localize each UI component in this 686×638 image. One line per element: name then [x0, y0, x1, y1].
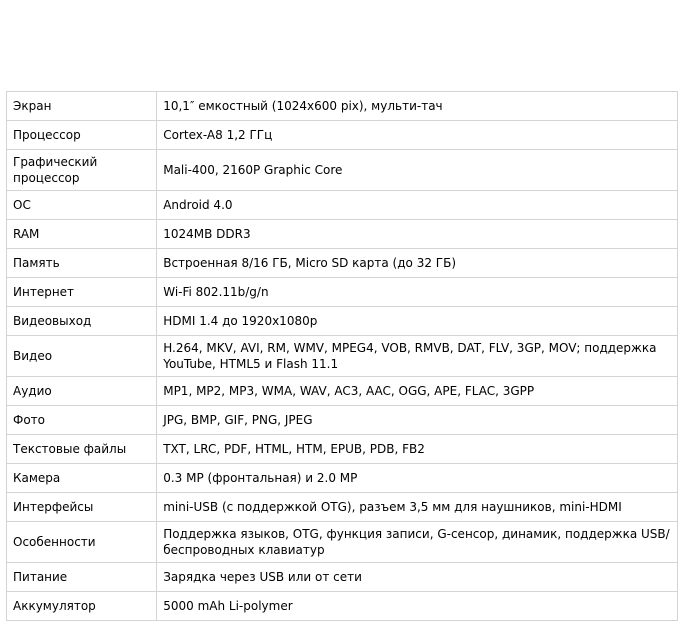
spec-label: Экран: [7, 92, 157, 121]
table-row: [7, 406, 678, 435]
spec-value: JPG, BMP, GIF, PNG, JPEG: [157, 406, 678, 435]
table-row: [7, 307, 678, 336]
table-row: [7, 563, 678, 592]
spec-label: Фото: [7, 406, 157, 435]
spec-value: MP1, MP2, MP3, WMA, WAV, AC3, AAC, OGG, APE, FLAC, 3GPP: [157, 377, 678, 406]
table-row: [7, 220, 678, 249]
spec-value: Wi-Fi 802.11b/g/n: [157, 278, 678, 307]
spec-value: Mali-400, 2160P Graphic Core: [157, 150, 678, 191]
spec-value: H.264, MKV, AVI, RM, WMV, MPEG4, VOB, RMVB, DAT, FLV, 3GP, MOV; поддержка YouTube, HTML5 и Flash 11.1: [157, 336, 678, 377]
spec-label: Питание: [7, 563, 157, 592]
specs-table: [6, 91, 678, 621]
table-row: [7, 522, 678, 563]
spec-label: Аудио: [7, 377, 157, 406]
spec-value: mini-USB (с поддержкой OTG), разъем 3,5 мм для наушников, mini-HDMI: [157, 493, 678, 522]
spec-label: Особенности: [7, 522, 157, 563]
spec-label: Интернет: [7, 278, 157, 307]
spec-label: Аккумулятор: [7, 592, 157, 621]
spec-label: Видеовыход: [7, 307, 157, 336]
spec-label: Память: [7, 249, 157, 278]
spec-value: Встроенная 8/16 ГБ, Micro SD карта (до 32 ГБ): [157, 249, 678, 278]
spec-label: Видео: [7, 336, 157, 377]
spec-label: RAM: [7, 220, 157, 249]
spec-value: Cortex-A8 1,2 ГГц: [157, 121, 678, 150]
spec-value: TXT, LRC, PDF, HTML, HTM, EPUB, PDB, FB2: [157, 435, 678, 464]
table-row: [7, 150, 678, 191]
spec-label: Графический процессор: [7, 150, 157, 191]
spec-value: Зарядка через USB или от сети: [157, 563, 678, 592]
table-row: [7, 377, 678, 406]
table-row: [7, 493, 678, 522]
specs-table-body: [7, 92, 678, 621]
table-row: [7, 464, 678, 493]
table-row: [7, 278, 678, 307]
spec-value: HDMI 1.4 до 1920x1080p: [157, 307, 678, 336]
spec-label: Текстовые файлы: [7, 435, 157, 464]
table-row: [7, 92, 678, 121]
spec-label: Процессор: [7, 121, 157, 150]
spec-value: 10,1″ емкостный (1024x600 pix), мульти-тач: [157, 92, 678, 121]
spec-value: 0.3 MP (фронтальная) и 2.0 MP: [157, 464, 678, 493]
spec-value: Android 4.0: [157, 191, 678, 220]
table-row: [7, 435, 678, 464]
spec-label: ОС: [7, 191, 157, 220]
spec-label: Камера: [7, 464, 157, 493]
spec-value: Поддержка языков, OTG, функция записи, G-сенсор, динамик, поддержка USB/беспроводных клавиатур: [157, 522, 678, 563]
spec-value: 5000 mAh Li-polymer: [157, 592, 678, 621]
table-row: [7, 336, 678, 377]
table-row: [7, 121, 678, 150]
table-row: [7, 592, 678, 621]
spec-value: 1024MB DDR3: [157, 220, 678, 249]
table-row: [7, 191, 678, 220]
spec-label: Интерфейсы: [7, 493, 157, 522]
table-row: [7, 249, 678, 278]
